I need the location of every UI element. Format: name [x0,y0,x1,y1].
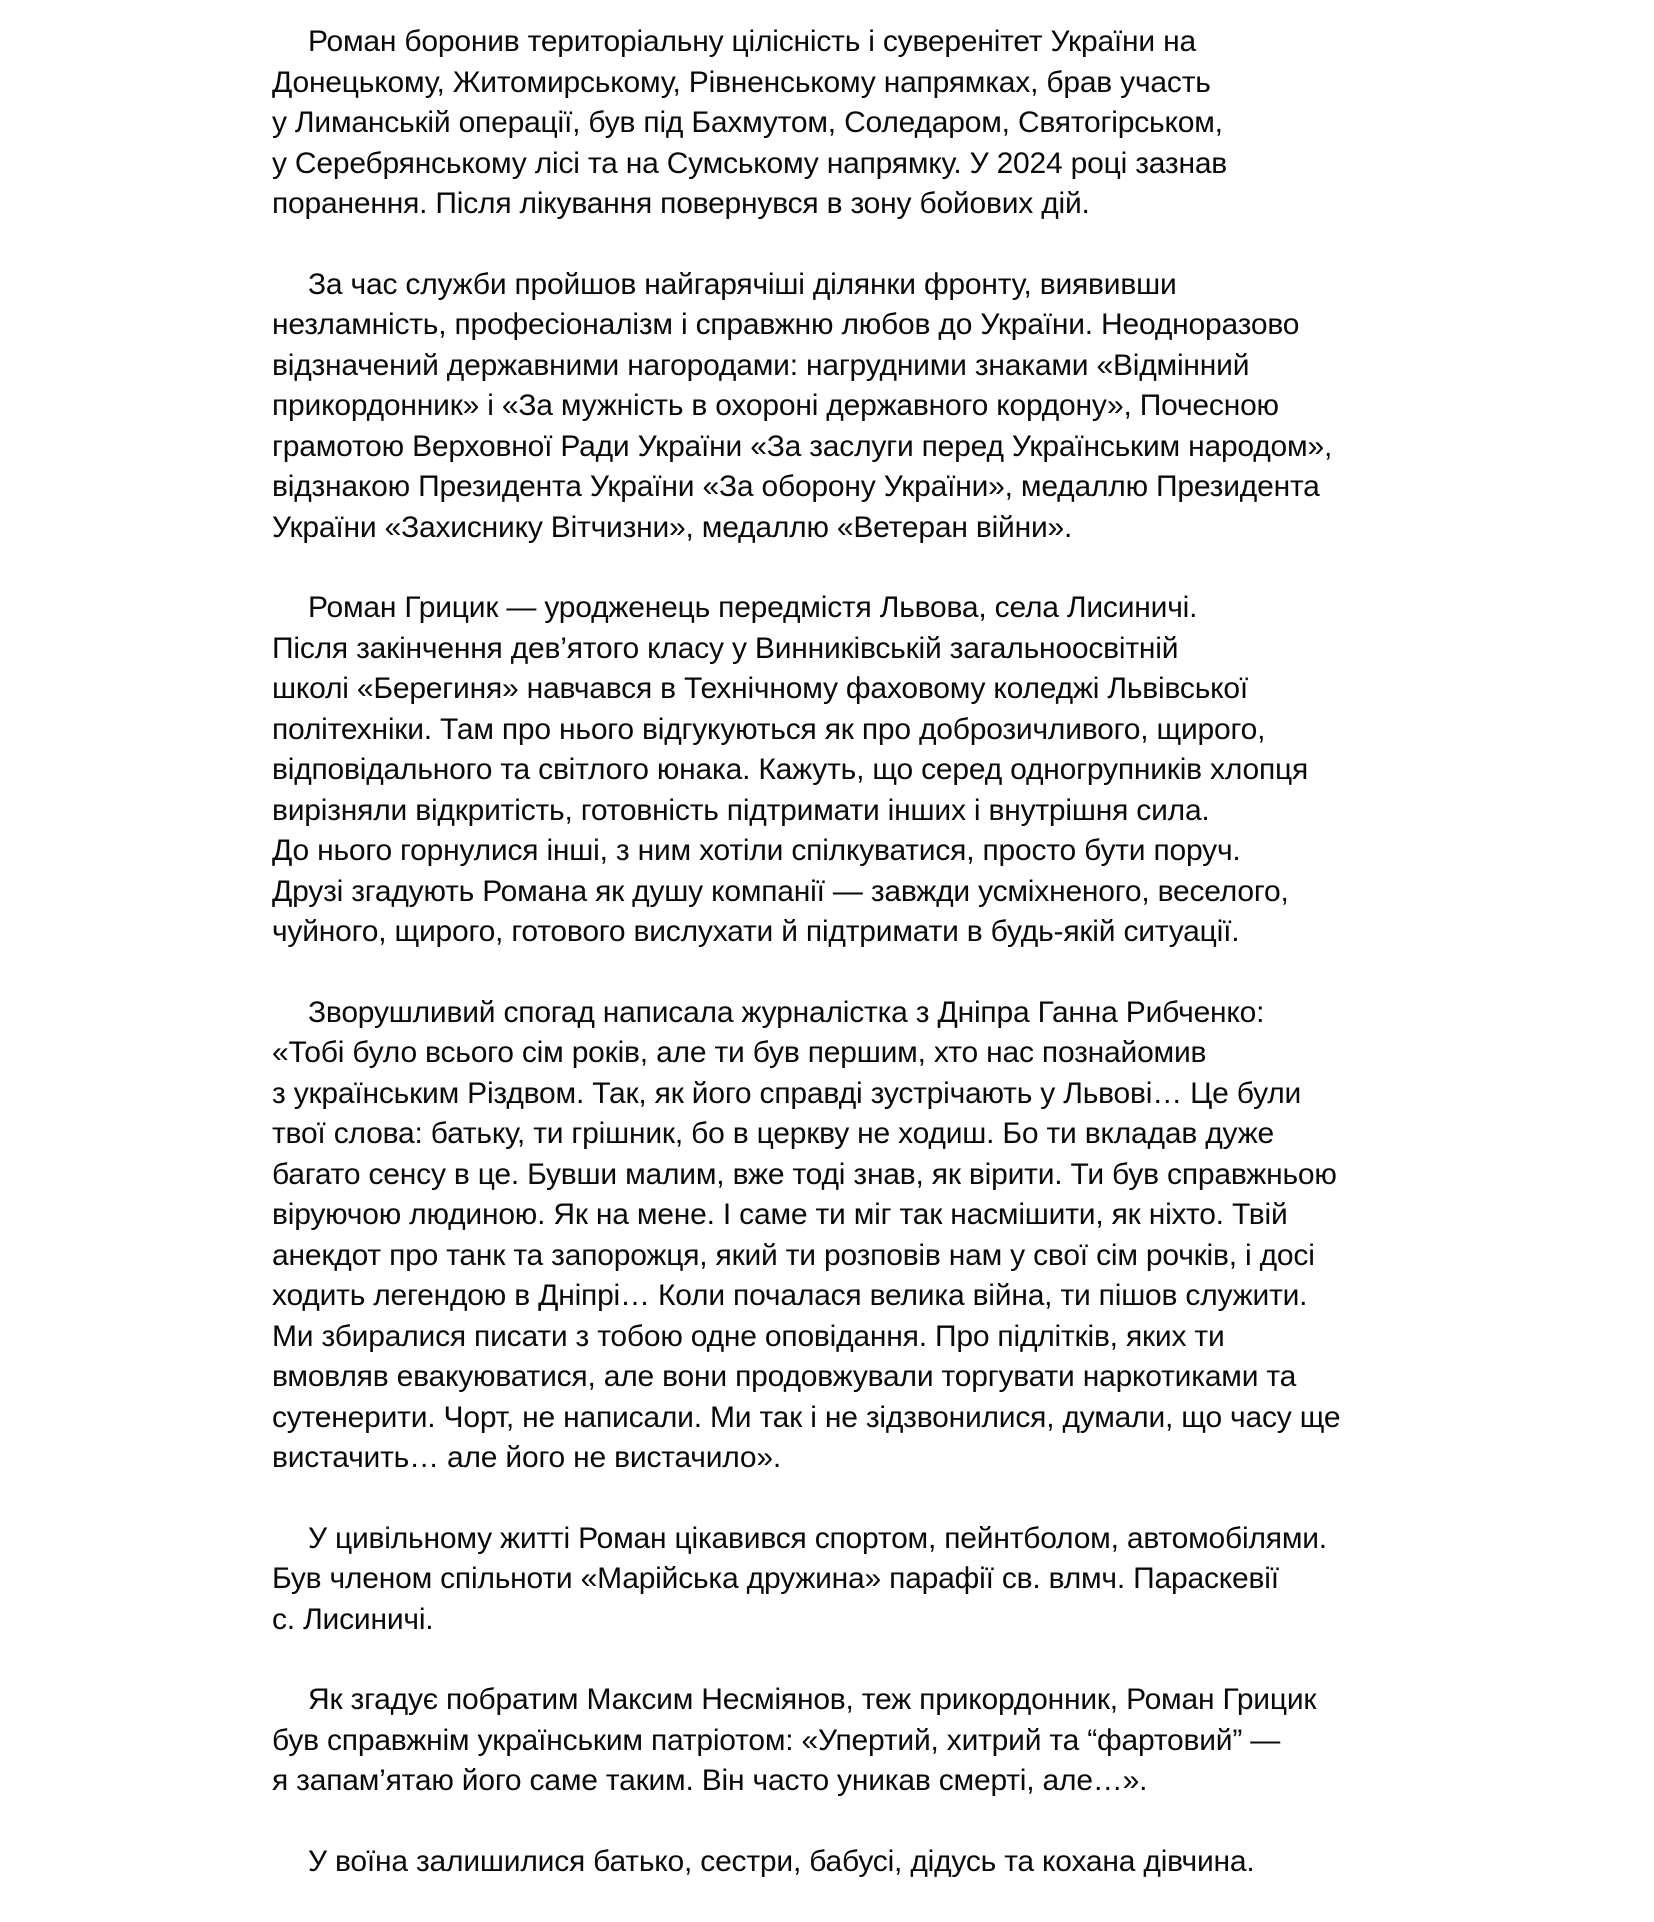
paragraph [272,1842,1402,1883]
text-line: України «Захиснику Вітчизни», медаллю «Ветеран війни». [272,510,1073,544]
text-line: ходить легендою в Дніпрі… Коли почалася велика війна, ти пішов служити. [272,1279,1308,1312]
paragraph [272,1680,1402,1802]
text-line: Зворушливий спогад написала журналістка з Дніпра Ганна Рибченко: [308,995,1265,1029]
paragraph [272,22,1402,225]
text-line: Як згадує побратим Максим Несміянов, теж прикордонник, Роман Грицик [308,1683,1317,1716]
text-line: Ми збиралися писати з тобою одне оповідання. Про підлітків, яких ти [272,1319,1225,1353]
text-line: Роман боронив територіальну цілісність і суверенітет України на [308,25,1196,58]
paragraph [272,265,1402,549]
text-line: с. Лисиничі. [272,1602,434,1636]
text-line: твої слова: батьку, ти грішник, бо в церкву не ходиш. Бо ти вкладав дуже [272,1117,1274,1150]
text-line: вмовляв евакуюватися, але вони продовжували торгувати наркотиками та [272,1360,1297,1393]
paragraph [272,588,1402,953]
text-line: Після закінчення дев’ятого класу у Винниківській загальноосвітній [272,631,1179,665]
text-line: прикордонник» і «За мужність в охороні державного кордону», Почесною [272,389,1279,422]
text-line: чуйного, щирого, готового вислухати й підтримати в будь-якій ситуації. [272,915,1240,948]
document-body [272,22,1402,1922]
text-line: я запам’ятаю його саме таким. Він часто уникав смерті, але…». [272,1764,1148,1797]
text-line: відзначений державними нагородами: нагрудними знаками «Відмінний [272,348,1250,382]
text-line: вистачить… але його не вистачило». [272,1441,782,1474]
text-line: незламність, професіоналізм і справжню любов до України. Неодноразово [272,308,1300,341]
text-line: грамотою Верховної Ради України «За заслуги перед Українським народом», [272,429,1333,463]
text-line: Друзі згадують Романа як душу компанії — завжди усміхненого, веселого, [272,874,1289,908]
paragraph [272,1519,1402,1641]
text-line: За час служби пройшов найгарячіші ділянки фронту, виявивши [308,267,1177,301]
text-line: анекдот про танк та запорожця, який ти розповів нам у свої сім рочків, і досі [272,1238,1315,1272]
text-line: багато сенсу в це. Бувши малим, вже тоді знав, як вірити. Ти був справжньою [272,1157,1337,1191]
text-line: Був членом спільноти «Марійська дружина» парафії св. влмч. Параскевії [272,1562,1279,1595]
text-line: був справжнім українським патріотом: «Упертий, хитрий та “фартовий” — [272,1723,1281,1757]
text-line: вирізняли відкритість, готовність підтримати інших і внутрішня сила. [272,793,1210,827]
text-line: До нього горнулися інші, з ним хотіли спілкуватися, просто бути поруч. [272,834,1241,867]
text-line: у Серебрянському лісі та на Сумському напрямку. У 2024 році зазнав [272,146,1228,180]
text-line: політехніки. Там про нього відгукуються як про доброзичливого, щирого, [272,712,1266,746]
text-line: У воїна залишилися батько, сестри, бабусі, дідусь та кохана дівчина. [308,1844,1255,1878]
text-line: Роман Грицик — уродженець передмістя Львова, села Лисиничі. [308,591,1198,624]
text-line: з українським Різдвом. Так, як його справді зустрічають у Львові… Це були [272,1076,1302,1110]
text-line: Донецькому, Житомирському, Рівненському напрямках, брав участь [272,65,1211,99]
text-line: віруючою людиною. Як на мене. І саме ти міг так насмішити, як ніхто. Твій [272,1198,1288,1231]
text-line: відповідального та світлого юнака. Кажуть, що серед одногрупників хлопця [272,753,1309,786]
text-line: школі «Берегиня» навчався в Технічному фаховому коледжі Львівської [272,672,1249,705]
text-line: У цивільному житті Роман цікавився спортом, пейнтболом, автомобілями. [308,1521,1327,1555]
text-line: «Тобі було всього сім років, але ти був першим, хто нас познайомив [272,1036,1207,1069]
text-line: сутенерити. Чорт, не написали. Ми так і не зідзвонилися, думали, що часу ще [272,1400,1341,1434]
paragraph [272,993,1402,1479]
text-line: у Лиманській операції, був під Бахмутом, Соледаром, Святогірськом, [272,106,1223,139]
text-line: поранення. Після лікування повернувся в зону бойових дій. [272,187,1090,220]
text-line: відзнакою Президента України «За оборону України», медаллю Президента [272,470,1320,503]
